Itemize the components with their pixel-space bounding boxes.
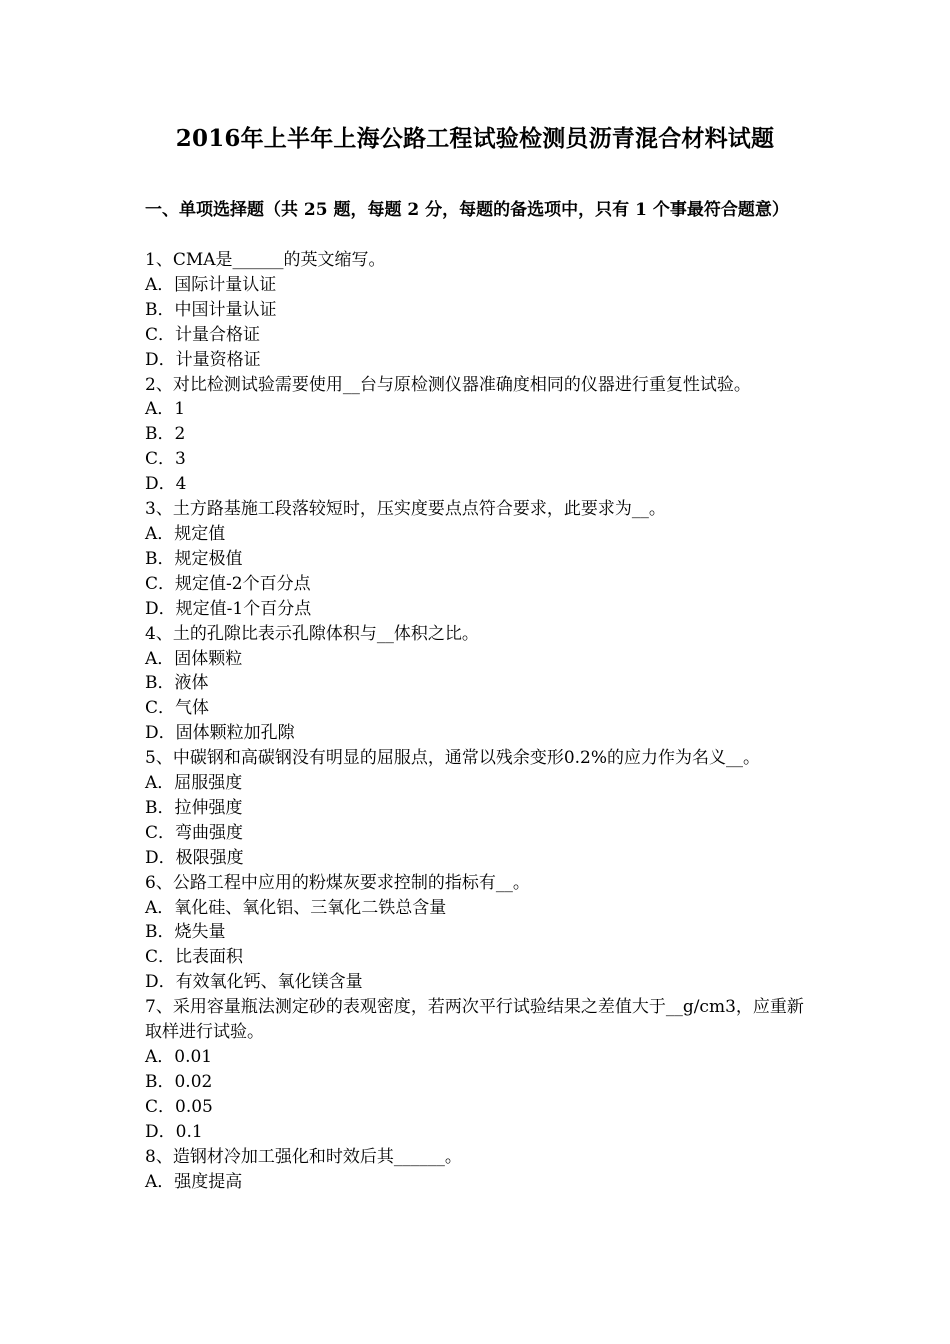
document-title: 2016年上半年上海公路工程试验检测员沥青混合材料试题 <box>175 125 775 152</box>
question-stem: 7、采用容量瓶法测定砂的表观密度，若两次平行试验结果之差值大于__g/cm3，应重新取样进行试验。 <box>145 997 804 1043</box>
answer-option: B．拉伸强度 <box>145 797 243 818</box>
question-stem: 5、中碳钢和高碳钢没有明显的屈服点，通常以残余变形0.2%的应力作为名义__。 <box>145 748 761 769</box>
question-item <box>145 248 815 373</box>
question-stem: 4、土的孔隙比表示孔隙体积与__体积之比。 <box>145 623 479 644</box>
question-item <box>145 497 815 622</box>
answer-option: C．弯曲强度 <box>145 822 244 843</box>
answer-option: D．有效氧化钙、氧化镁含量 <box>145 972 363 993</box>
answer-option: A．1 <box>145 399 186 420</box>
answer-option: D．极限强度 <box>145 847 244 868</box>
answer-option: C．计量合格证 <box>145 324 261 345</box>
question-stem: 6、公路工程中应用的粉煤灰要求控制的指标有__。 <box>145 872 530 893</box>
answer-option: B．液体 <box>145 673 209 694</box>
answer-option: C．规定值-2个百分点 <box>145 573 311 594</box>
question-item <box>145 622 815 747</box>
answer-option: B．规定极值 <box>145 548 243 569</box>
answer-option: B．2 <box>145 424 186 445</box>
answer-option: A．强度提高 <box>145 1171 243 1192</box>
answer-option: D．固体颗粒加孔隙 <box>145 723 295 744</box>
answer-option: D．0.1 <box>145 1121 203 1142</box>
answer-option: C．比表面积 <box>145 947 244 968</box>
answer-option: A．氧化硅、氧化铝、三氧化二铁总含量 <box>145 897 447 918</box>
section-heading: 一、单项选择题（共 25 题，每题 2 分，每题的备选项中，只有 1 个事最符合题意） <box>145 200 789 220</box>
answer-option: C．3 <box>145 449 186 470</box>
question-stem: 2、对比检测试验需要使用__台与原检测仪器准确度相同的仪器进行重复性试验。 <box>145 374 751 395</box>
question-stem: 3、土方路基施工段落较短时，压实度要点点符合要求，此要求为__。 <box>145 499 666 520</box>
answer-option: A．固体颗粒 <box>145 648 243 669</box>
answer-option: A．屈服强度 <box>145 773 243 794</box>
answer-option: B．中国计量认证 <box>145 299 277 320</box>
answer-option: A．规定值 <box>145 523 226 544</box>
question-stem: 8、造钢材冷加工强化和时效后其______。 <box>145 1146 462 1167</box>
question-item <box>145 871 815 996</box>
question-stem: 1、CMA是______的英文缩写。 <box>145 250 386 270</box>
question-item <box>145 373 815 498</box>
answer-option: A．0.01 <box>145 1047 213 1067</box>
question-item <box>145 995 815 1144</box>
answer-option: C．0.05 <box>145 1096 213 1117</box>
answer-option: A．国际计量认证 <box>145 274 277 295</box>
answer-option: B．0.02 <box>145 1071 213 1092</box>
answer-option: C．气体 <box>145 698 210 719</box>
question-item <box>145 746 815 871</box>
answer-option: D．计量资格证 <box>145 349 261 370</box>
answer-option: D．4 <box>145 474 187 495</box>
answer-option: D．规定值-1个百分点 <box>145 598 312 619</box>
answer-option: B．烧失量 <box>145 922 226 943</box>
question-list <box>145 248 815 1194</box>
question-item <box>145 1145 815 1195</box>
